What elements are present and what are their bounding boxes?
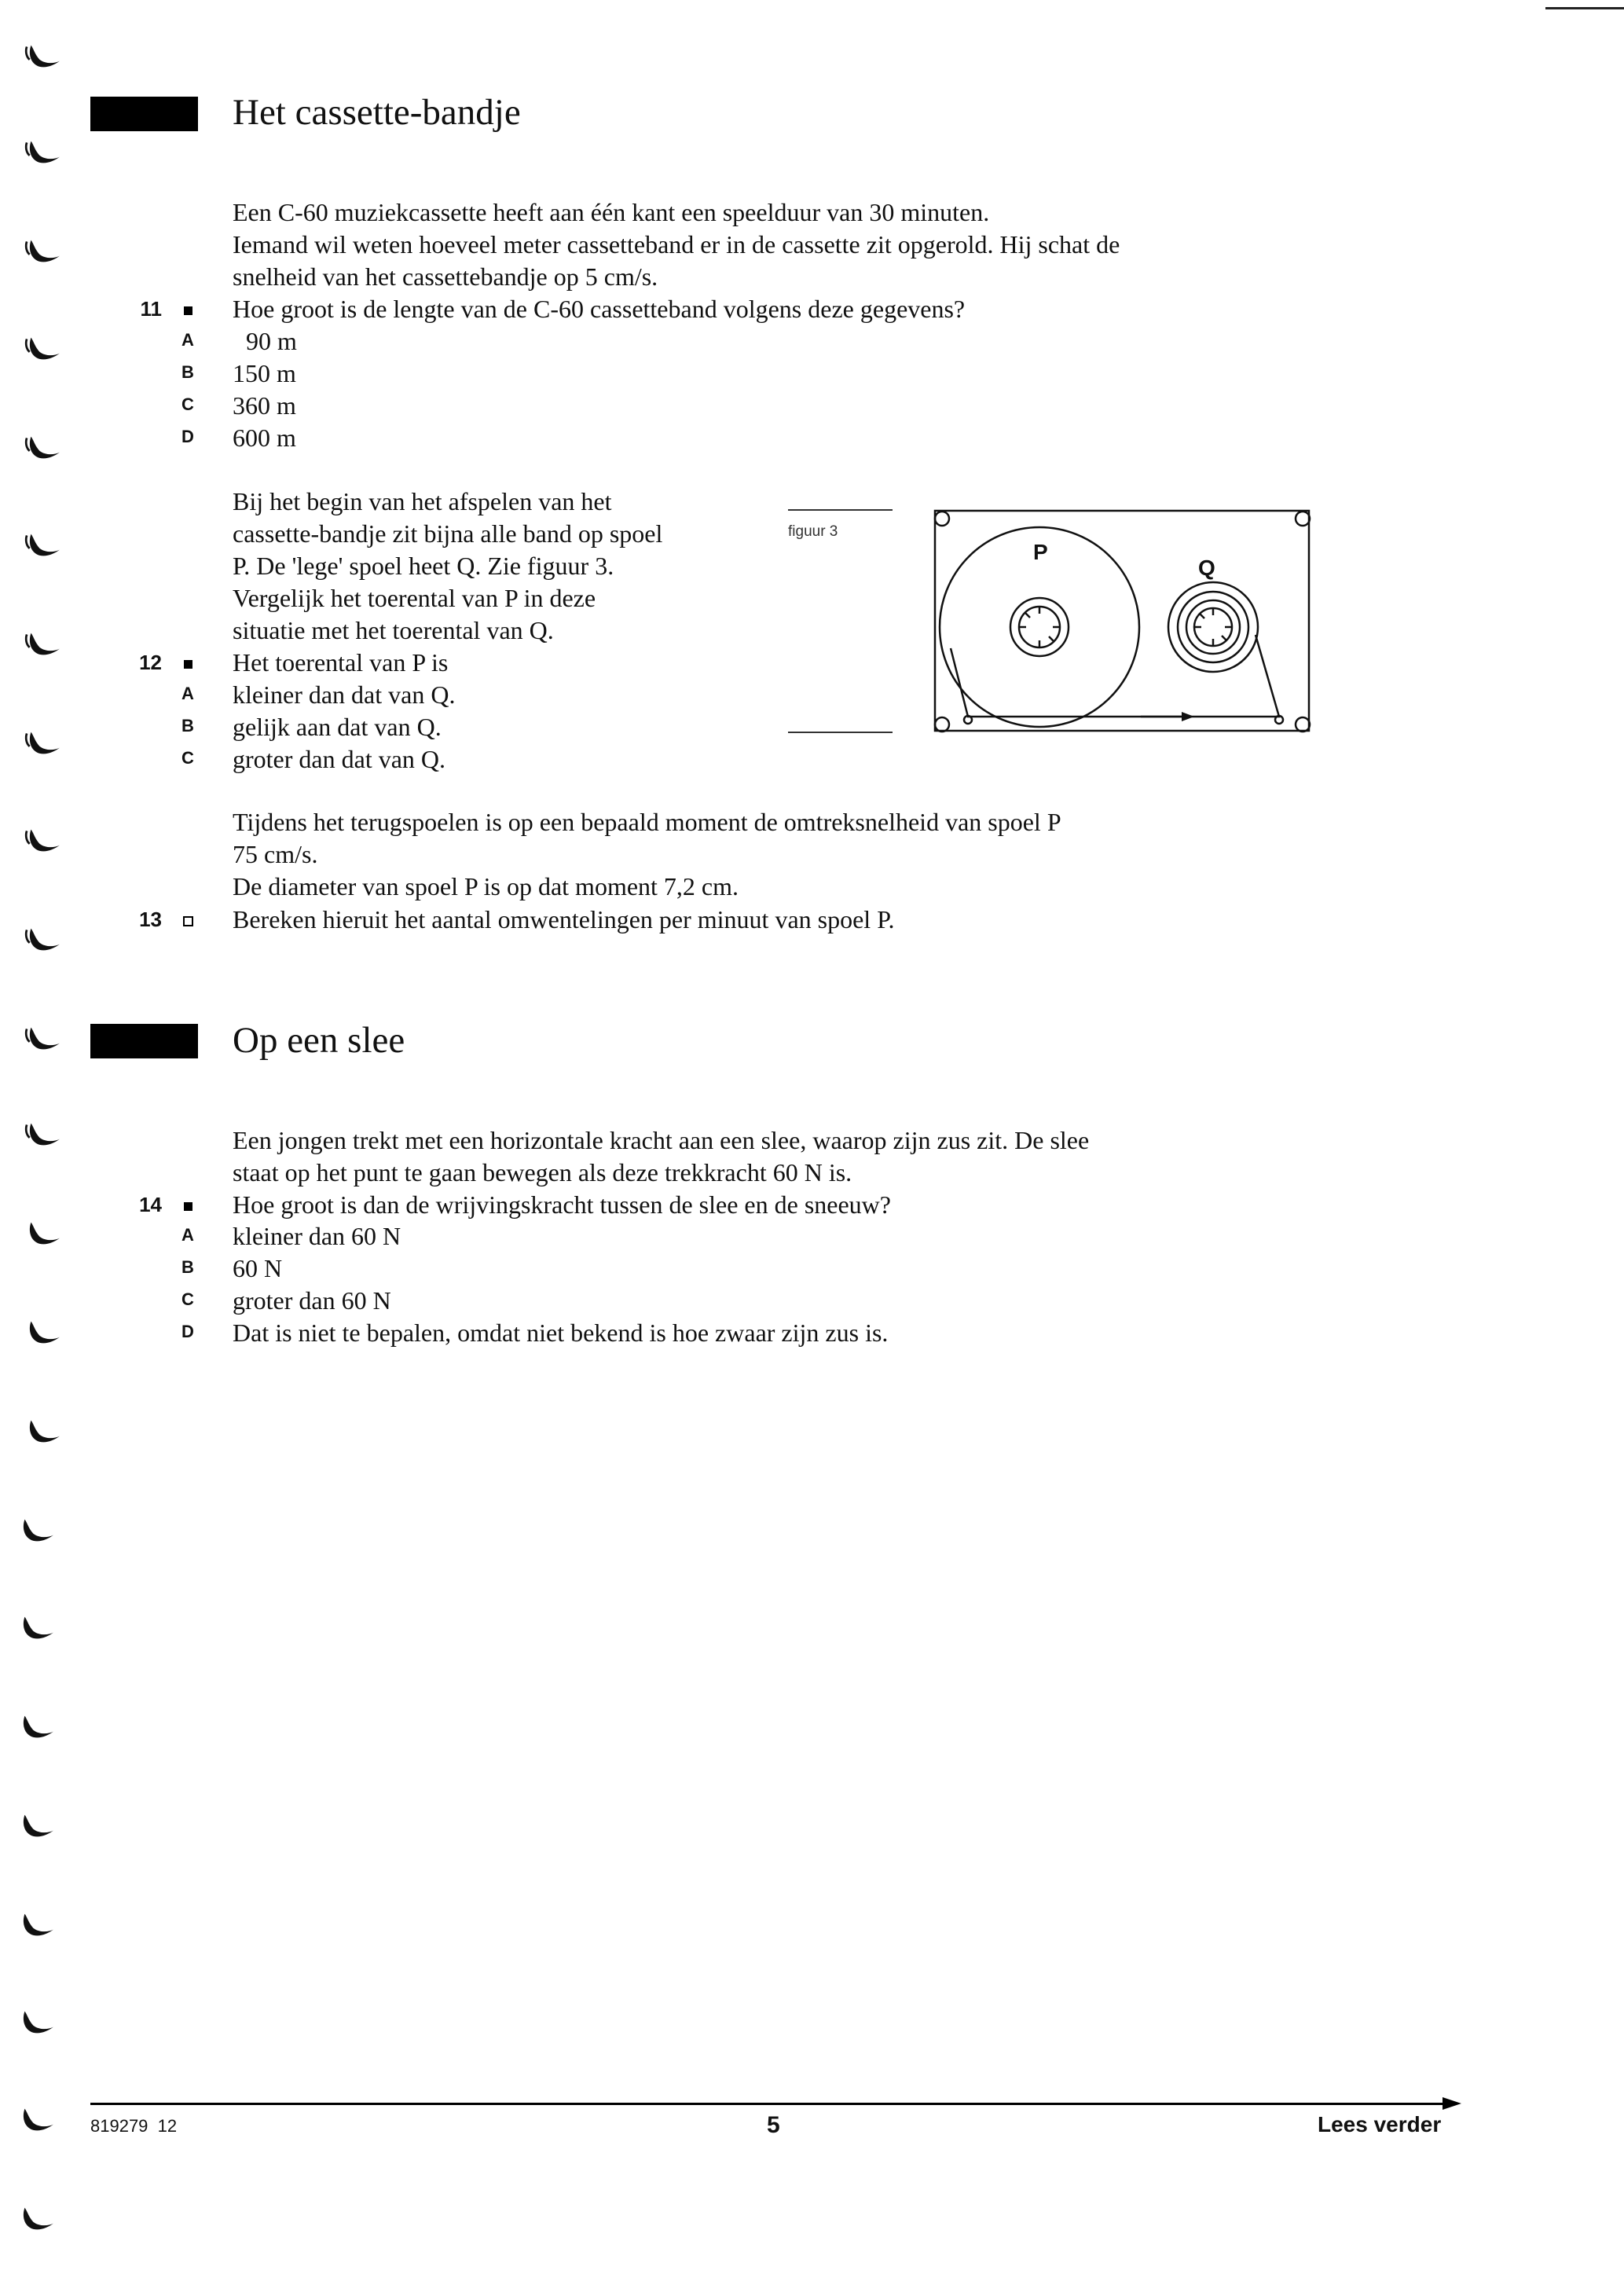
intro-line: Een C-60 muziekcassette heeft aan één kant een speelduur van 30 minuten. [233, 198, 990, 226]
option-text: gelijk aan dat van Q. [233, 713, 442, 741]
question-number: 13 [139, 908, 162, 931]
section-bar-2 [90, 1024, 198, 1058]
intro-line: Bij het begin van het afspelen van het [233, 487, 612, 515]
figure-caption: figuur 3 [788, 523, 838, 540]
binder-mark-icon [17, 1812, 57, 1843]
option-letter: C [181, 394, 194, 414]
question-number: 14 [139, 1193, 162, 1216]
binder-mark-icon [24, 1220, 63, 1251]
label-p: P [1033, 540, 1048, 564]
option-letter: C [181, 748, 194, 768]
intro-paragraph-3 [233, 806, 1061, 903]
option-text: 90 m [246, 327, 297, 355]
footer-arrow-icon [1443, 2096, 1461, 2111]
label-q: Q [1198, 556, 1215, 580]
intro-line: staat op het punt te gaan bewegen als deze trekkracht 60 N is. [233, 1158, 852, 1187]
option-letter: A [181, 1225, 194, 1245]
option-letter: B [181, 362, 194, 382]
question-text: Bereken hieruit het aantal omwentelingen per minuut van spoel P. [233, 905, 895, 933]
intro-line: situatie met het toerental van Q. [233, 616, 554, 644]
intro-paragraph-2 [233, 486, 662, 647]
spool-q-tape [1168, 582, 1258, 672]
binder-mark-icon [24, 1120, 63, 1152]
closed-question-marker [184, 660, 192, 669]
option-text: 360 m [233, 391, 296, 420]
section-title-2: Op een slee [233, 1020, 405, 1061]
footer-rule [90, 2103, 1446, 2105]
option-text: 60 N [233, 1254, 283, 1282]
binder-mark-icon [24, 926, 63, 957]
binder-mark-icon [24, 1418, 63, 1449]
top-right-rule [1545, 7, 1624, 9]
option-text: 150 m [233, 359, 296, 387]
intro-line: cassette-bandje zit bijna alle band op spoel [233, 519, 663, 548]
option-text: 600 m [233, 424, 296, 452]
question-text: Het toerental van P is [233, 648, 449, 677]
binder-mark-icon [17, 2205, 57, 2236]
figure-rule-bottom [788, 732, 893, 733]
intro-line: snelheid van het cassettebandje op 5 cm/s. [233, 262, 658, 291]
intro-line: 75 cm/s. [233, 840, 318, 868]
intro-line: Iemand wil weten hoeveel meter cassetteband er in de cassette zit opgerold. Hij schat de [233, 230, 1120, 259]
intro-line: Een jongen trekt met een horizontale kracht aan een slee, waarop zijn zus zit. De slee [233, 1126, 1090, 1154]
binder-mark-icon [17, 2008, 57, 2040]
option-text: groter dan dat van Q. [233, 745, 446, 773]
section-title-1: Het cassette-bandje [233, 92, 521, 133]
binder-mark-icon [24, 729, 63, 761]
option-text: Dat is niet te bepalen, omdat niet bekend is hoe zwaar zijn zus is. [233, 1319, 889, 1347]
binder-mark-icon [17, 1911, 57, 1942]
binder-mark-icon [24, 237, 63, 269]
corner-screw [935, 512, 949, 526]
question-number: 11 [140, 297, 162, 321]
option-letter: B [181, 716, 194, 735]
binder-mark-icon [24, 335, 63, 366]
option-letter: B [181, 1257, 194, 1277]
corner-screw [1296, 717, 1310, 732]
cassette-figure [927, 503, 1320, 739]
intro-line: Tijdens het terugspoelen is op een bepaald moment de omtreksnelheid van spoel P [233, 808, 1061, 836]
binder-mark-icon [24, 138, 63, 170]
figure-rule-top [788, 509, 893, 511]
corner-screw [1296, 512, 1310, 526]
option-letter: C [181, 1289, 194, 1309]
cassette-outline [935, 511, 1309, 731]
option-text: kleiner dan dat van Q. [233, 680, 456, 709]
option-letter: D [181, 427, 194, 446]
intro-paragraph-1 [233, 196, 1120, 293]
closed-question-marker [184, 1202, 192, 1211]
question-text: Hoe groot is dan de wrijvingskracht tussen de slee en de sneeuw? [233, 1190, 891, 1219]
binder-mark-icon [24, 434, 63, 465]
binder-mark-icon [24, 630, 63, 662]
option-letter: D [181, 1322, 194, 1341]
next-page-label: Lees verder [1318, 2112, 1442, 2136]
open-question-marker [183, 916, 193, 926]
option-text: groter dan 60 N [233, 1286, 391, 1315]
corner-screw [935, 717, 949, 732]
intro-line: P. De 'lege' spoel heet Q. Zie figuur 3. [233, 552, 614, 580]
closed-question-marker [184, 306, 192, 315]
intro-line: Vergelijk het toerental van P in deze [233, 584, 596, 612]
question-number: 12 [139, 651, 162, 674]
binder-mark-icon [24, 42, 63, 74]
binder-mark-icon [17, 1517, 57, 1548]
intro-line: De diameter van spoel P is op dat moment 7,2 cm. [233, 872, 739, 900]
binder-mark-icon [24, 827, 63, 858]
binder-mark-icon [24, 1025, 63, 1056]
page-number: 5 [767, 2112, 780, 2138]
binder-mark-icon [17, 2106, 57, 2137]
option-text: kleiner dan 60 N [233, 1222, 401, 1250]
binder-mark-icon [24, 531, 63, 563]
option-letter: A [181, 684, 194, 703]
spool-q-ring [1178, 592, 1248, 662]
binder-mark-icon [17, 1713, 57, 1744]
question-text: Hoe groot is de lengte van de C-60 cassetteband volgens deze gegevens? [233, 295, 966, 323]
section-bar-1 [90, 97, 198, 131]
tape-arrow-head [1182, 712, 1194, 721]
binder-mark-icon [17, 1614, 57, 1645]
binder-mark-icon [24, 1319, 63, 1350]
option-letter: A [181, 330, 194, 350]
intro-paragraph-4 [233, 1124, 1089, 1189]
footer-code: 819279 12 [90, 2116, 178, 2136]
